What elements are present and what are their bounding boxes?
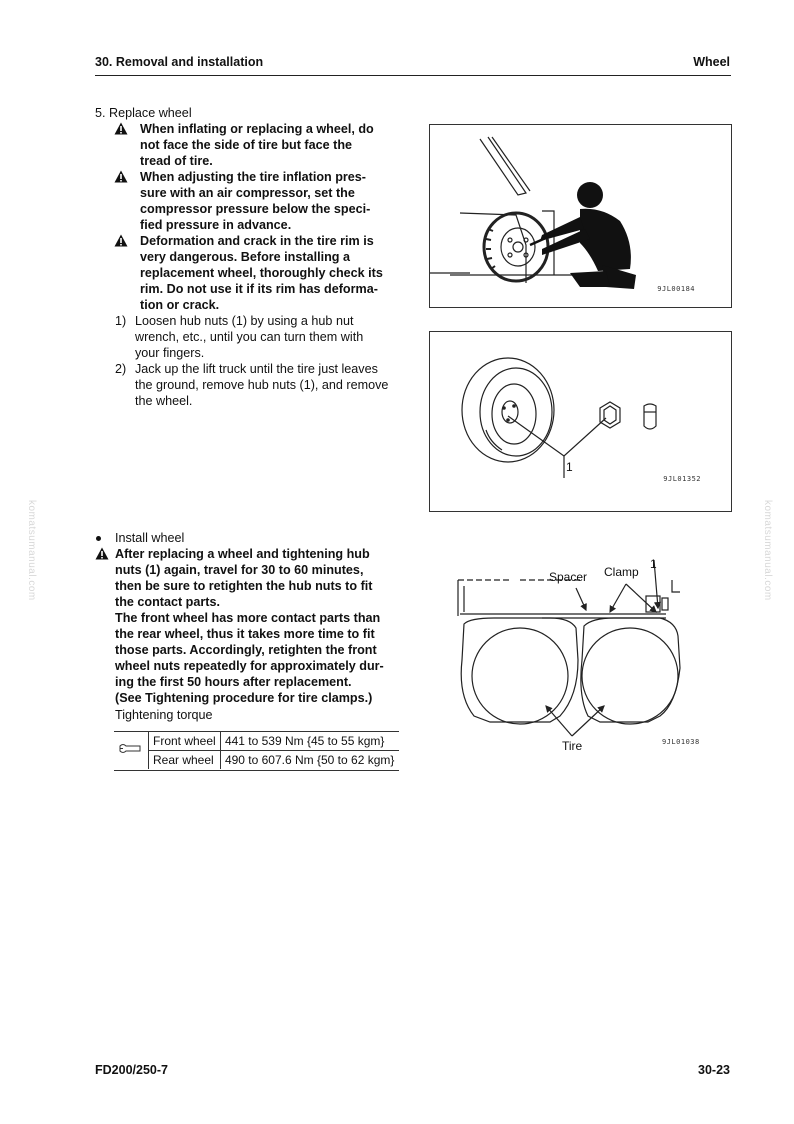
warning-line: then be sure to retighten the hub nuts to fit: [115, 579, 373, 593]
warning-line: the contact parts.: [115, 595, 220, 609]
wheel-removal-illustration: [430, 125, 731, 307]
watermark-left: komatsumanual.com: [26, 500, 37, 601]
warning-line: fied pressure in advance.: [140, 218, 292, 232]
hub-nut-illustration: [430, 332, 731, 511]
warning-line: tion or crack.: [140, 298, 220, 312]
warning-line: replacement wheel, thoroughly check its: [140, 266, 383, 280]
substep-line: the ground, remove hub nuts (1), and remove: [135, 378, 389, 392]
header-rule: [95, 75, 731, 76]
tire-label: Tire: [562, 739, 583, 753]
wheel-cell: Front wheel: [149, 732, 221, 751]
substep-line: Jack up the lift truck until the tire just leaves: [135, 362, 378, 376]
figure-hub-nut: [429, 331, 732, 512]
figure-wheel-removal: [429, 124, 732, 308]
warning-line: sure with an air compressor, set the: [140, 186, 355, 200]
note-line: the rear wheel, thus it takes more time to fit: [115, 627, 375, 641]
note-line: ing the first 50 hours after replacement.: [115, 675, 352, 689]
value-cell: 490 to 607.6 Nm {50 to 62 kgm}: [220, 751, 399, 770]
figure-code: 9JL01352: [663, 475, 701, 483]
warning-icon: [95, 547, 109, 560]
warning-line: When inflating or replacing a wheel, do: [140, 122, 374, 136]
warning-icon: [114, 122, 128, 135]
substep-line: your fingers.: [135, 346, 205, 360]
warning-line: not face the side of tire but face the: [140, 138, 353, 152]
torque-title: Tightening torque: [115, 708, 213, 722]
torque-table: [148, 732, 399, 769]
substep-number: 2): [115, 362, 127, 376]
wrench-icon: [118, 742, 144, 758]
warning-icon: [114, 234, 128, 247]
note-line: The front wheel has more contact parts than: [115, 611, 381, 625]
page-number: 30-23: [698, 1063, 730, 1077]
figure-double-tire: [450, 556, 710, 756]
warning-line: Deformation and crack in the tire rim is: [140, 234, 374, 248]
warning-line: compressor pressure below the speci-: [140, 202, 371, 216]
watermark-right: komatsumanual.com: [762, 500, 773, 601]
torque-table-frame: [114, 731, 399, 771]
warning-line: nuts (1) again, travel for 30 to 60 minutes,: [115, 563, 364, 577]
install-title: Install wheel: [115, 531, 185, 545]
figure-code: 9JL01038: [662, 738, 700, 746]
table-row: [149, 751, 400, 770]
step-title: 5. Replace wheel: [95, 106, 192, 120]
wheel-cell: Rear wheel: [149, 751, 221, 770]
substep-line: wrench, etc., until you can turn them with: [135, 330, 364, 344]
spacer-label: Spacer: [549, 570, 588, 584]
note-line: wheel nuts repeatedly for approximately dur-: [115, 659, 384, 673]
table-row: [149, 732, 400, 751]
topic-title: Wheel: [693, 55, 730, 69]
warning-line: very dangerous. Before installing a: [140, 250, 350, 264]
part-number-label: 1: [566, 460, 573, 474]
substep-line: the wheel.: [135, 394, 193, 408]
value-cell: 441 to 539 Nm {45 to 55 kgm}: [220, 732, 399, 751]
section-title: 30. Removal and installation: [95, 55, 264, 69]
bullet-dot: [96, 536, 101, 541]
substep-number: 1): [115, 314, 127, 328]
warning-line: After replacing a wheel and tightening hub: [115, 547, 370, 561]
warning-line: tread of tire.: [140, 154, 213, 168]
double-tire-illustration: [450, 556, 710, 756]
substep-line: Loosen hub nuts (1) by using a hub nut: [135, 314, 354, 328]
warning-icon: [114, 170, 128, 183]
part-number-label: 1: [650, 557, 657, 571]
figure-code: 9JL00184: [657, 285, 695, 293]
model-number: FD200/250-7: [95, 1063, 168, 1077]
note-line: those parts. Accordingly, retighten the front: [115, 643, 377, 657]
warning-line: When adjusting the tire inflation pres-: [140, 170, 366, 184]
clamp-label: Clamp: [604, 565, 639, 579]
warning-line: rim. Do not use it if its rim has deforma-: [140, 282, 378, 296]
see-reference: (See Tightening procedure for tire clamps.): [115, 691, 373, 705]
